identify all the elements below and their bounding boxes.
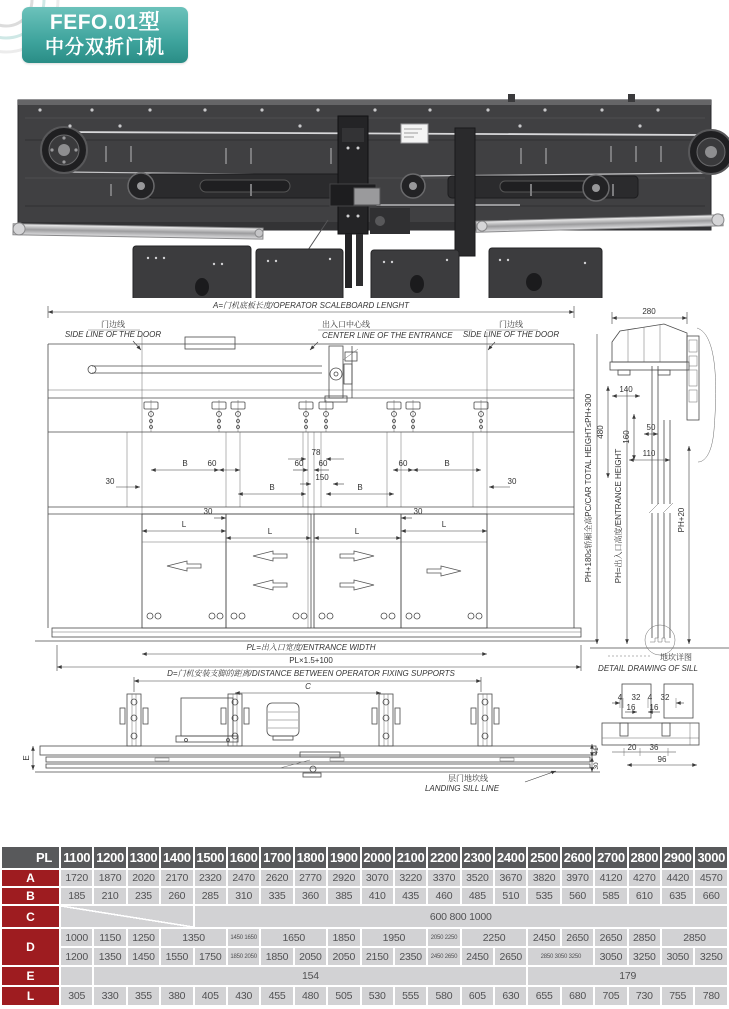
table-row-label: C <box>2 906 59 927</box>
table-cell: 2650 <box>562 929 593 946</box>
table-cell: 1850 <box>328 929 359 946</box>
table-column-header: 2800 <box>629 847 660 868</box>
table-column-header: 1100 <box>61 847 92 868</box>
dim-96: 96 <box>657 755 667 764</box>
table-column-header: 1500 <box>195 847 226 868</box>
pl-formula-label: PL×1.5+100 <box>289 656 333 665</box>
table-column-header: 1300 <box>128 847 159 868</box>
table-header-pl: PL <box>2 847 59 868</box>
table-column-header: 2200 <box>428 847 459 868</box>
sill-callout-circle <box>645 625 675 655</box>
table-row-label: A <box>2 870 59 886</box>
table-column-header: 1600 <box>228 847 259 868</box>
dim-30: 30 <box>593 762 600 770</box>
coupler-cylinder <box>267 703 299 740</box>
motor-box <box>176 698 238 742</box>
dimension-table <box>0 845 729 1007</box>
dim-140: 140 <box>619 385 633 394</box>
table-row-label: L <box>2 987 59 1005</box>
table-cell: 530 <box>362 987 393 1005</box>
pl-width-label: PL=出入口宽度/ENTRANCE WIDTH <box>246 643 376 652</box>
table-cell: 655 <box>528 987 559 1005</box>
table-cell: 2020 <box>128 870 159 886</box>
table-cell: 2050 2250 <box>428 929 459 946</box>
table-cell: 2620 <box>261 870 292 886</box>
table-row <box>2 929 727 946</box>
table-cell: 585 <box>595 888 626 904</box>
table-cell: 2150 <box>362 948 393 965</box>
dim-16: 16 <box>626 703 636 712</box>
dim-b: B <box>357 483 363 492</box>
table-cell: 3970 <box>562 870 593 886</box>
table-cell: 260 <box>161 888 192 904</box>
table-cell: 3520 <box>462 870 493 886</box>
model-type: 中分双折门机 <box>44 37 165 59</box>
table-cell: 210 <box>94 888 125 904</box>
table-cell: 3250 <box>695 948 727 965</box>
table-column-header: 2100 <box>395 847 426 868</box>
dim-60: 60 <box>318 459 328 468</box>
table-cell <box>61 906 193 927</box>
table-column-header: 1900 <box>328 847 359 868</box>
table-cell: 2050 <box>295 948 326 965</box>
table-cell: 3370 <box>428 870 459 886</box>
table-cell: 1850 <box>261 948 292 965</box>
table-cell: 460 <box>428 888 459 904</box>
dim-32: 32 <box>660 693 670 702</box>
dim-30: 30 <box>507 477 517 486</box>
table-cell: 3050 <box>662 948 693 965</box>
fixing-brackets <box>120 694 499 746</box>
dim-32: 32 <box>631 693 641 702</box>
landing-sill-line-en: LANDING SILL LINE <box>424 784 500 793</box>
table-cell: 2850 <box>629 929 660 946</box>
table-cell: 4420 <box>662 870 693 886</box>
dim-280: 280 <box>642 307 656 316</box>
side-line-left-cn: 门边线 <box>101 320 125 329</box>
upper-dimensions <box>106 448 517 518</box>
dim-a-label: A=门机底板长度/OPERATOR SCALEBOARD LENGHT <box>213 301 409 310</box>
panel-rollers <box>147 613 482 619</box>
table-cell: 605 <box>462 987 493 1005</box>
table-cell: 535 <box>528 888 559 904</box>
table-row <box>2 870 727 886</box>
table-cell: 1950 <box>362 929 427 946</box>
table-cell: 600 800 1000 <box>195 906 727 927</box>
dim-l: L <box>181 520 187 529</box>
table-cell: 610 <box>629 888 660 904</box>
car-height-label: PH+180≤轿厢全高PC/CAR TOTAL HEIGHT≤PH+300 <box>584 393 593 583</box>
dim-4: 4 <box>647 693 653 702</box>
table-cell: 555 <box>395 987 426 1005</box>
table-cell: 2650 <box>495 948 526 965</box>
table-cell: 4270 <box>629 870 660 886</box>
center-line-cn: 出入口中心线 <box>322 320 370 329</box>
table-cell: 2450 <box>528 929 559 946</box>
dim-110: 110 <box>642 449 656 458</box>
table-cell: 580 <box>428 987 459 1005</box>
table-cell: 2170 <box>161 870 192 886</box>
table-cell: 1550 <box>161 948 192 965</box>
dim-50: 50 <box>646 423 656 432</box>
table-column-header: 2700 <box>595 847 626 868</box>
dim-150: 150 <box>315 473 329 482</box>
sill-detail-view <box>602 684 699 765</box>
table-cell: 780 <box>695 987 727 1005</box>
dim-b: B <box>269 483 275 492</box>
table-cell: 2050 <box>328 948 359 965</box>
table-cell: 3820 <box>528 870 559 886</box>
sill-detail-title-cn: 地坎详图 <box>660 653 692 662</box>
table-cell: 4120 <box>595 870 626 886</box>
table-cell: 3250 <box>629 948 660 965</box>
sill-detail-title-en: DETAIL DRAWING OF SILL <box>598 664 698 673</box>
table-row-label: E <box>2 967 59 985</box>
table-cell <box>61 967 92 985</box>
table-column-header: 1200 <box>94 847 125 868</box>
table-column-header: 2400 <box>495 847 526 868</box>
dim-30: 30 <box>203 507 213 516</box>
table-cell: 1000 <box>61 929 92 946</box>
table-cell: 330 <box>94 987 125 1005</box>
table-cell: 2450 <box>462 948 493 965</box>
table-cell: 2450 2650 <box>428 948 459 965</box>
table-column-header: 2500 <box>528 847 559 868</box>
table-cell: 2470 <box>228 870 259 886</box>
section-view <box>583 307 729 673</box>
side-line-right-en: SIDE LINE OF THE DOOR <box>462 330 560 339</box>
table-column-header: 1800 <box>295 847 326 868</box>
table-cell: 2920 <box>328 870 359 886</box>
table-cell: 3050 <box>595 948 626 965</box>
table-cell: 410 <box>362 888 393 904</box>
landing-sill-line-cn: 层门地坎线 <box>448 774 488 783</box>
table-cell: 560 <box>562 888 593 904</box>
table-cell: 2850 <box>662 929 727 946</box>
table-cell: 3070 <box>362 870 393 886</box>
plan-view <box>22 669 600 793</box>
table-cell: 635 <box>662 888 693 904</box>
table-row <box>2 987 727 1005</box>
dim-4: 4 <box>617 693 623 702</box>
table-cell: 305 <box>61 987 92 1005</box>
table-row-label: B <box>2 888 59 904</box>
table-cell: 2250 <box>462 929 527 946</box>
table-cell: 380 <box>161 987 192 1005</box>
dim-30: 30 <box>105 477 115 486</box>
dim-c-label: C <box>305 682 311 691</box>
table-column-header: 2000 <box>362 847 393 868</box>
dim-e-label: E <box>22 755 31 761</box>
table-column-header: 1400 <box>161 847 192 868</box>
table-cell: 510 <box>495 888 526 904</box>
dim-l: L <box>354 527 360 536</box>
photo-left-pulley <box>41 127 87 173</box>
table-cell: 1720 <box>61 870 92 886</box>
table-cell: 3220 <box>395 870 426 886</box>
table-cell: 2850 3050 3250 <box>528 948 593 965</box>
table-cell: 1450 1650 <box>228 929 259 946</box>
dim-78: 78 <box>311 448 321 457</box>
entrance-height-label: PH=出入口高度/ENTRANCE HEIGHT <box>614 448 623 584</box>
sill-bar <box>35 628 598 641</box>
table-cell: 660 <box>695 888 727 904</box>
table-row <box>2 967 727 985</box>
technical-drawing <box>0 295 729 795</box>
dim-20: 20 <box>627 743 637 752</box>
dim-60: 60 <box>207 459 217 468</box>
table-cell: 455 <box>261 987 292 1005</box>
table-cell: 235 <box>128 888 159 904</box>
table-cell: 505 <box>328 987 359 1005</box>
table-row <box>2 948 727 965</box>
table-column-header: 2900 <box>662 847 693 868</box>
table-cell: 2650 <box>595 929 626 946</box>
table-cell: 1150 <box>94 929 125 946</box>
table-cell: 405 <box>195 987 226 1005</box>
table-row <box>2 888 727 904</box>
table-cell: 1850 2050 <box>228 948 259 965</box>
door-panels <box>142 514 487 628</box>
table-cell: 185 <box>61 888 92 904</box>
side-line-left-en: SIDE LINE OF THE DOOR <box>64 330 162 339</box>
table-cell: 430 <box>228 987 259 1005</box>
table-cell: 755 <box>662 987 693 1005</box>
table-row-label: D <box>2 929 59 965</box>
table-cell: 480 <box>295 987 326 1005</box>
table-cell: 680 <box>562 987 593 1005</box>
table-cell: 1200 <box>61 948 92 965</box>
sill-assembly <box>35 746 600 777</box>
dim-l: L <box>441 520 447 529</box>
table-cell: 705 <box>595 987 626 1005</box>
photo-hanger-plates <box>133 246 602 298</box>
table-cell: 1750 <box>195 948 226 965</box>
table-cell: 355 <box>128 987 159 1005</box>
dim-l: L <box>267 527 273 536</box>
table-column-header: 1700 <box>261 847 292 868</box>
table-cell: 485 <box>462 888 493 904</box>
sill-profile <box>602 723 699 745</box>
table-cell: 360 <box>295 888 326 904</box>
dim-b: B <box>182 459 188 468</box>
table-cell: 1450 <box>128 948 159 965</box>
dim-41: 41 <box>593 747 600 755</box>
table-row <box>2 906 727 927</box>
front-view <box>35 301 598 671</box>
table-cell: 1350 <box>94 948 125 965</box>
table-cell: 310 <box>228 888 259 904</box>
dim-480: 480 <box>596 425 605 439</box>
dim-16: 16 <box>649 703 659 712</box>
table-cell: 154 <box>94 967 526 985</box>
door-panel-section <box>648 366 674 638</box>
dim-d-label: D=门机安装支脚的距离/DISTANCE BETWEEN OPERATOR FIXING SUPPORTS <box>167 669 455 678</box>
center-line-en: CENTER LINE OF THE ENTRANCE <box>322 331 453 340</box>
table-cell: 1870 <box>94 870 125 886</box>
dim-ph20: PH+20 <box>677 507 686 533</box>
table-cell: 335 <box>261 888 292 904</box>
table-cell: 435 <box>395 888 426 904</box>
table-cell: 2770 <box>295 870 326 886</box>
table-cell: 2320 <box>195 870 226 886</box>
side-line-right-cn: 门边线 <box>499 320 523 329</box>
table-column-header: 2300 <box>462 847 493 868</box>
table-cell: 1350 <box>161 929 226 946</box>
dim-60: 60 <box>398 459 408 468</box>
table-cell: 730 <box>629 987 660 1005</box>
table-cell: 2350 <box>395 948 426 965</box>
dim-30: 30 <box>413 507 423 516</box>
product-photo <box>0 88 729 298</box>
table-cell: 179 <box>528 967 727 985</box>
table-column-header: 3000 <box>695 847 727 868</box>
photo-nameplate <box>401 124 428 143</box>
table-cell: 4570 <box>695 870 727 886</box>
dim-36: 36 <box>649 743 659 752</box>
table-cell: 385 <box>328 888 359 904</box>
table-cell: 3670 <box>495 870 526 886</box>
photo-right-pulley <box>689 130 729 174</box>
table-cell: 1650 <box>261 929 326 946</box>
dim-160: 160 <box>622 430 631 444</box>
model-name: FEFO.01型 <box>49 11 161 34</box>
door-hangers <box>144 400 488 432</box>
table-column-header: 2600 <box>562 847 593 868</box>
dim-60: 60 <box>294 459 304 468</box>
dim-b: B <box>444 459 450 468</box>
model-badge <box>22 7 188 63</box>
table-cell: 630 <box>495 987 526 1005</box>
table-cell: 285 <box>195 888 226 904</box>
table-cell: 1250 <box>128 929 159 946</box>
